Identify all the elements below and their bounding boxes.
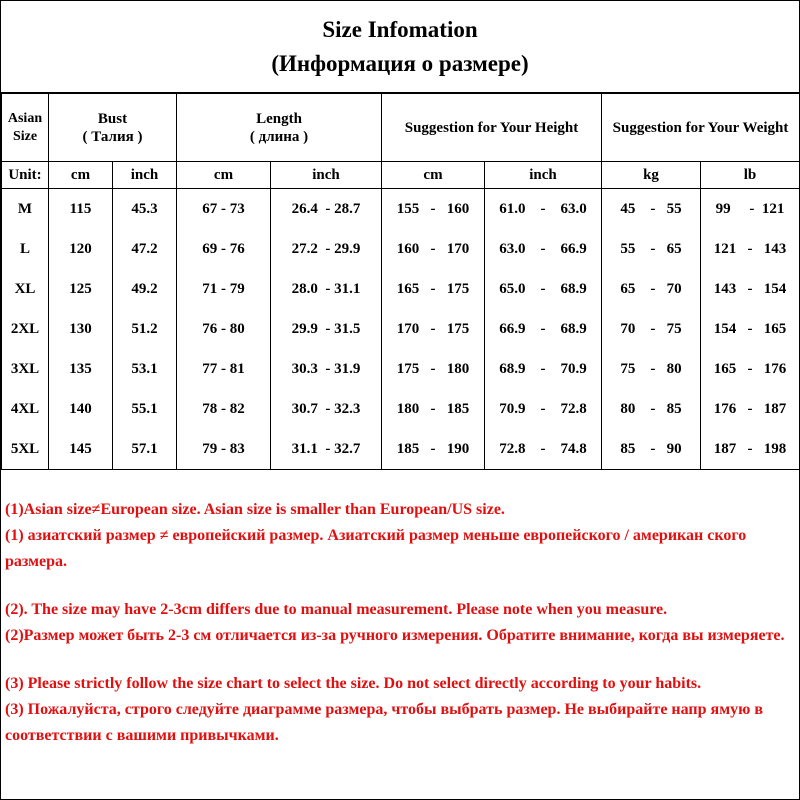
cell-length-cm: 71 - 79: [177, 269, 271, 309]
note-1-ru: (1) азиатский размер ≠ европейский размер. Азиатский размер меньше европейского / американ ского размера.: [5, 527, 747, 570]
cell-height-cm: 180 - 185: [382, 389, 485, 429]
cell-height-inch: 68.9 - 70.9: [485, 349, 602, 389]
cell-bust-inch: 49.2: [113, 269, 177, 309]
size-table: [1, 93, 800, 470]
header-bust-label: Bust: [97, 110, 128, 127]
unit-bust-cm: cm: [49, 162, 113, 189]
cell-weight-lb: 154 - 165: [701, 309, 800, 349]
cell-bust-inch: 53.1: [113, 349, 177, 389]
header-bust-ru: ( Талия ): [82, 128, 143, 145]
cell-size: L: [2, 229, 49, 269]
cell-height-cm: 165 - 175: [382, 269, 485, 309]
units-row: [2, 162, 800, 189]
header-bust: [49, 94, 177, 162]
cell-height-inch: 61.0 - 63.0: [485, 189, 602, 230]
note-2-en: (2). The size may have 2-3cm differs due to manual measurement. Please note when you measure.: [5, 601, 668, 618]
header-length: [177, 94, 382, 162]
cell-size: 2XL: [2, 309, 49, 349]
unit-height-cm: cm: [382, 162, 485, 189]
unit-length-cm: cm: [177, 162, 271, 189]
cell-length-inch: 28.0 - 31.1: [271, 269, 382, 309]
header-height: Suggestion for Your Height: [382, 94, 602, 162]
cell-weight-kg: 75 - 80: [602, 349, 701, 389]
table-row: [2, 189, 800, 230]
cell-bust-cm: 125: [49, 269, 113, 309]
note-3-ru: (3) Пожалуйста, строго следуйте диаграмме размера, чтобы выбрать размер. Не выбирайте напр ямую в соответствии с вашими привычками.: [5, 701, 763, 744]
cell-weight-lb: 165 - 176: [701, 349, 800, 389]
cell-length-cm: 67 - 73: [177, 189, 271, 230]
notes: [5, 497, 799, 749]
cell-length-inch: 26.4 - 28.7: [271, 189, 382, 230]
cell-bust-cm: 140: [49, 389, 113, 429]
unit-height-inch: inch: [485, 162, 602, 189]
cell-length-cm: 77 - 81: [177, 349, 271, 389]
note-1-en: (1)Asian size≠European size. Asian size is smaller than European/US size.: [5, 501, 505, 518]
cell-length-cm: 78 - 82: [177, 389, 271, 429]
cell-weight-kg: 85 - 90: [602, 429, 701, 470]
header-length-ru: ( длина ): [249, 128, 309, 145]
cell-length-inch: 30.3 - 31.9: [271, 349, 382, 389]
header-weight: Suggestion for Your Weight: [602, 94, 800, 162]
cell-height-cm: 175 - 180: [382, 349, 485, 389]
note-2-ru: (2)Размер может быть 2-3 см отличается из-за ручного измерения. Обратите внимание, когда вы измеряете.: [5, 627, 785, 644]
cell-height-cm: 170 - 175: [382, 309, 485, 349]
cell-bust-inch: 47.2: [113, 229, 177, 269]
header-row: [2, 94, 800, 162]
cell-weight-lb: 99 - 121: [701, 189, 800, 230]
cell-bust-cm: 145: [49, 429, 113, 470]
cell-size: 5XL: [2, 429, 49, 470]
cell-size: M: [2, 189, 49, 230]
cell-height-cm: 160 - 170: [382, 229, 485, 269]
cell-height-inch: 63.0 - 66.9: [485, 229, 602, 269]
cell-height-inch: 70.9 - 72.8: [485, 389, 602, 429]
unit-bust-inch: inch: [113, 162, 177, 189]
unit-label: Unit:: [2, 162, 49, 189]
cell-weight-lb: 143 - 154: [701, 269, 800, 309]
title-box: [1, 1, 799, 93]
cell-bust-cm: 130: [49, 309, 113, 349]
cell-bust-cm: 135: [49, 349, 113, 389]
cell-bust-cm: 115: [49, 189, 113, 230]
cell-bust-inch: 55.1: [113, 389, 177, 429]
cell-weight-kg: 65 - 70: [602, 269, 701, 309]
cell-weight-kg: 45 - 55: [602, 189, 701, 230]
cell-weight-lb: 176 - 187: [701, 389, 800, 429]
note-3-en: (3) Please strictly follow the size chart to select the size. Do not select directly according to your habits.: [5, 675, 702, 692]
header-asian-size: Asian Size: [2, 94, 49, 162]
cell-length-inch: 27.2 - 29.9: [271, 229, 382, 269]
cell-height-inch: 66.9 - 68.9: [485, 309, 602, 349]
cell-length-inch: 31.1 - 32.7: [271, 429, 382, 470]
table-row: [2, 389, 800, 429]
unit-weight-lb: lb: [701, 162, 800, 189]
cell-size: 3XL: [2, 349, 49, 389]
cell-length-cm: 69 - 76: [177, 229, 271, 269]
cell-size: XL: [2, 269, 49, 309]
cell-length-inch: 30.7 - 32.3: [271, 389, 382, 429]
cell-weight-lb: 187 - 198: [701, 429, 800, 470]
cell-bust-inch: 51.2: [113, 309, 177, 349]
table-row: [2, 349, 800, 389]
unit-length-inch: inch: [271, 162, 382, 189]
size-rows: [2, 189, 800, 470]
table-row: [2, 309, 800, 349]
cell-height-cm: 155 - 160: [382, 189, 485, 230]
table-row: [2, 269, 800, 309]
unit-weight-kg: kg: [602, 162, 701, 189]
header-length-label: Length: [256, 110, 302, 127]
cell-bust-inch: 45.3: [113, 189, 177, 230]
cell-weight-lb: 121 - 143: [701, 229, 800, 269]
cell-weight-kg: 55 - 65: [602, 229, 701, 269]
cell-length-cm: 79 - 83: [177, 429, 271, 470]
cell-length-cm: 76 - 80: [177, 309, 271, 349]
cell-bust-inch: 57.1: [113, 429, 177, 470]
cell-weight-kg: 80 - 85: [602, 389, 701, 429]
cell-height-inch: 72.8 - 74.8: [485, 429, 602, 470]
cell-length-inch: 29.9 - 31.5: [271, 309, 382, 349]
cell-height-inch: 65.0 - 68.9: [485, 269, 602, 309]
cell-bust-cm: 120: [49, 229, 113, 269]
page-subtitle-ru: (Информация о размере): [271, 51, 529, 76]
table-row: [2, 229, 800, 269]
cell-size: 4XL: [2, 389, 49, 429]
table-row: [2, 429, 800, 470]
page-title: Size Infomation: [322, 17, 478, 42]
cell-height-cm: 185 - 190: [382, 429, 485, 470]
cell-weight-kg: 70 - 75: [602, 309, 701, 349]
